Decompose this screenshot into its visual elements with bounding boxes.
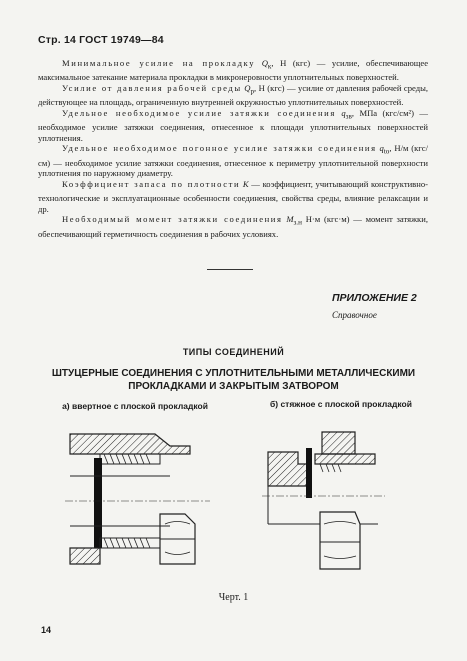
caption-b: б) стяжное с плоской прокладкой <box>270 399 412 409</box>
section-divider <box>207 269 253 270</box>
definitions-text <box>38 58 428 239</box>
drawing-screw-in-fitting <box>60 424 230 574</box>
appendix-subtitle: Справочное <box>332 310 377 320</box>
paragraph-1: Минимальное усилие на прокладку $Q_к$, Н (кгс) — усилие, обеспечивающее максимальное затекание материала прокладки в микронеровности уплотнительных поверхностей. <box>38 58 429 83</box>
page-header: Стр. 14 ГОСТ 19749—84 <box>38 34 164 46</box>
appendix-title: ПРИЛОЖЕНИЕ 2 <box>332 292 417 304</box>
paragraph-5: Коэффициент запаса по плотности K — коэффициент, учитывающий конструктивно-технологические и эксплуатационные особенности соединения, свойства среды, влияние релаксации и др. <box>38 178 428 214</box>
section-title: ТИПЫ СОЕДИНЕНИЙ <box>182 347 285 357</box>
paragraph-2: Усилие от давления рабочей среды $Q_р$, Н (кгс) — усилие от давления рабочей среды, действующее на площадь, ограниченную внутренней окружностью уплотнительных поверхностей. <box>38 82 429 108</box>
drawing-tension-fitting <box>260 424 390 574</box>
caption-a: а) ввертное с плоской прокладкой <box>62 401 208 411</box>
page-number: 14 <box>41 625 52 635</box>
figure-caption: Черт. 1 <box>218 592 249 603</box>
main-title: ШТУЦЕРНЫЕ СОЕДИНЕНИЯ С УПЛОТНИТЕЛЬНЫМИ МЕТАЛЛИЧЕСКИМИ ПРОКЛАДКАМИ И ЗАКРЫТЫМ ЗАТВОРОМ <box>51 368 416 392</box>
paragraph-4: Удельное необходимое погонное усилие затяжки соединения $q_{to}$, Н/м (кгс/см) — необходимое усилие затяжки соединения, отнесенное к периметру уплотнительной поверхности уплотнения по наружному диаметру. <box>38 143 428 179</box>
paragraph-3: Удельное необходимое усилие затяжки соединения $q_{зв}$, МПа (кгс/см²) — необходимое усилие затяжки соединения, отнесенное к площади уплотнительных поверхностей уплотнения. <box>38 107 428 143</box>
paragraph-6: Необходимый момент затяжки соединения $M_{з.н}$ Н·м (кгс·м) — момент затяжки, обеспечивающий герметичность соединения в рабочих условиях. <box>38 214 428 239</box>
